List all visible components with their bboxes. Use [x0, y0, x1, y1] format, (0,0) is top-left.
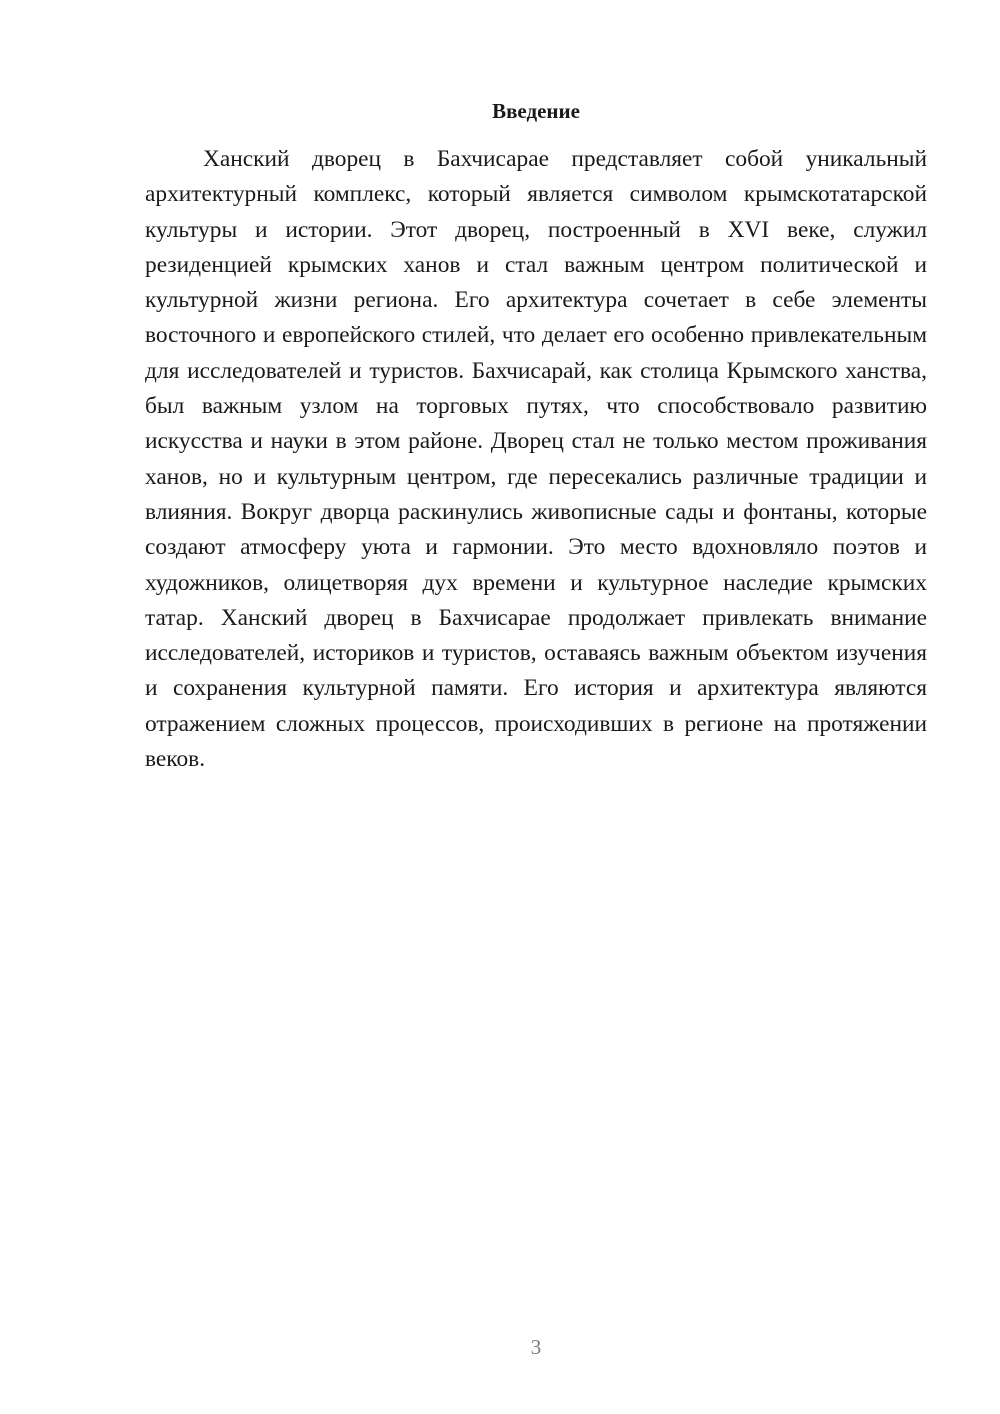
page-number: 3: [530, 1335, 542, 1359]
body-paragraph: Ханский дворец в Бахчисарае представляет собой уникальный архитектурный комплекс, который является символом крымскотатарской культуры и истории. Этот дворец, построенный в XVI веке, служил резиденцией крымских ханов и стал важным центром политической и культурной жизни региона. Его архитектура сочетает в себе элементы восточного и европейского стилей, что делает его особенно привлекательным для исследователей и туристов. Бахчисарай, как столица Крымского ханства, был важным узлом на торговых путях, что способствовало развитию искусства и науки в этом районе. Дворец стал не только местом проживания ханов, но и культурным центром, где пересекались различные традиции и влияния. Вокруг дворца раскинулись живописные сады и фонтаны, которые создают атмосферу уюта и гармонии. Это место вдохновляло поэтов и художников, олицетворяя дух времени и культурное наследие крымских татар. Ханский дворец в Бахчисарае продолжает привлекать внимание исследователей, историков и туристов, оставаясь важным объектом изучения и сохранения культурной памяти. Его история и архитектура являются отражением сложных процессов, происходивших в регионе на протяжении веков.: [145, 146, 927, 773]
section-heading: Введение: [492, 99, 580, 123]
